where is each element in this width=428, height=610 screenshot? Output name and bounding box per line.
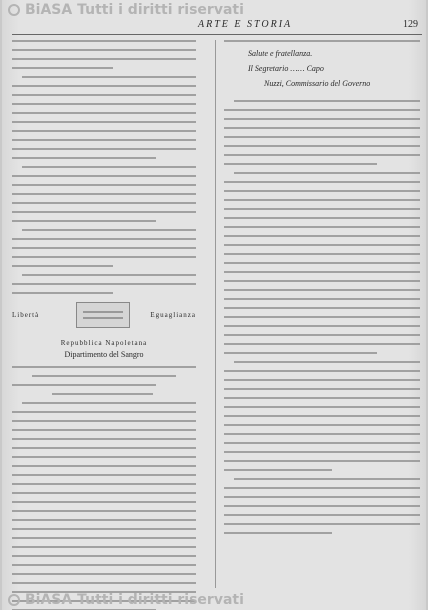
paragraph-11 — [224, 478, 420, 534]
liberta-label: Libertà — [12, 311, 40, 319]
paragraph-5 — [12, 274, 196, 294]
header-rule — [12, 34, 422, 35]
secretary-signature: Il Segretario …… Capo — [248, 64, 324, 73]
library-logo-icon — [8, 4, 20, 16]
paragraph-6 — [12, 402, 196, 610]
paragraph-4 — [12, 229, 196, 267]
decree-addressee — [12, 384, 196, 395]
page-number: 129 — [403, 19, 418, 30]
library-logo-icon — [8, 594, 20, 606]
decree-heading — [12, 302, 196, 328]
running-title: ARTE E STORIA — [198, 19, 293, 30]
paragraph-8 — [224, 100, 420, 165]
closing-formula: Salute e fratellanza. — [248, 49, 313, 58]
watermark-bottom: BiASA Tutti i diritti riservati — [2, 592, 244, 608]
left-column — [12, 40, 196, 588]
paragraph-2 — [12, 76, 196, 159]
commissioner-signature: Nuzzi, Commissario del Governo — [264, 79, 371, 88]
paragraph-1 — [12, 40, 196, 69]
republic-name: Repubblica Napoletana — [60, 339, 148, 347]
decree-dateline — [12, 366, 196, 377]
eguaglianza-label: Eguaglianza — [150, 311, 196, 319]
running-header — [2, 19, 426, 33]
right-column — [224, 40, 420, 588]
paragraph-7 — [224, 40, 420, 42]
watermark-top: BiASA Tutti i diritti riservati — [2, 2, 244, 18]
department-name: Dipartimento del Sangro — [64, 350, 144, 359]
republic-seal — [76, 302, 130, 328]
paragraph-10 — [224, 361, 420, 471]
document-page — [2, 0, 426, 610]
paragraph-3 — [12, 166, 196, 222]
column-divider — [215, 40, 216, 588]
paragraph-9 — [224, 172, 420, 354]
